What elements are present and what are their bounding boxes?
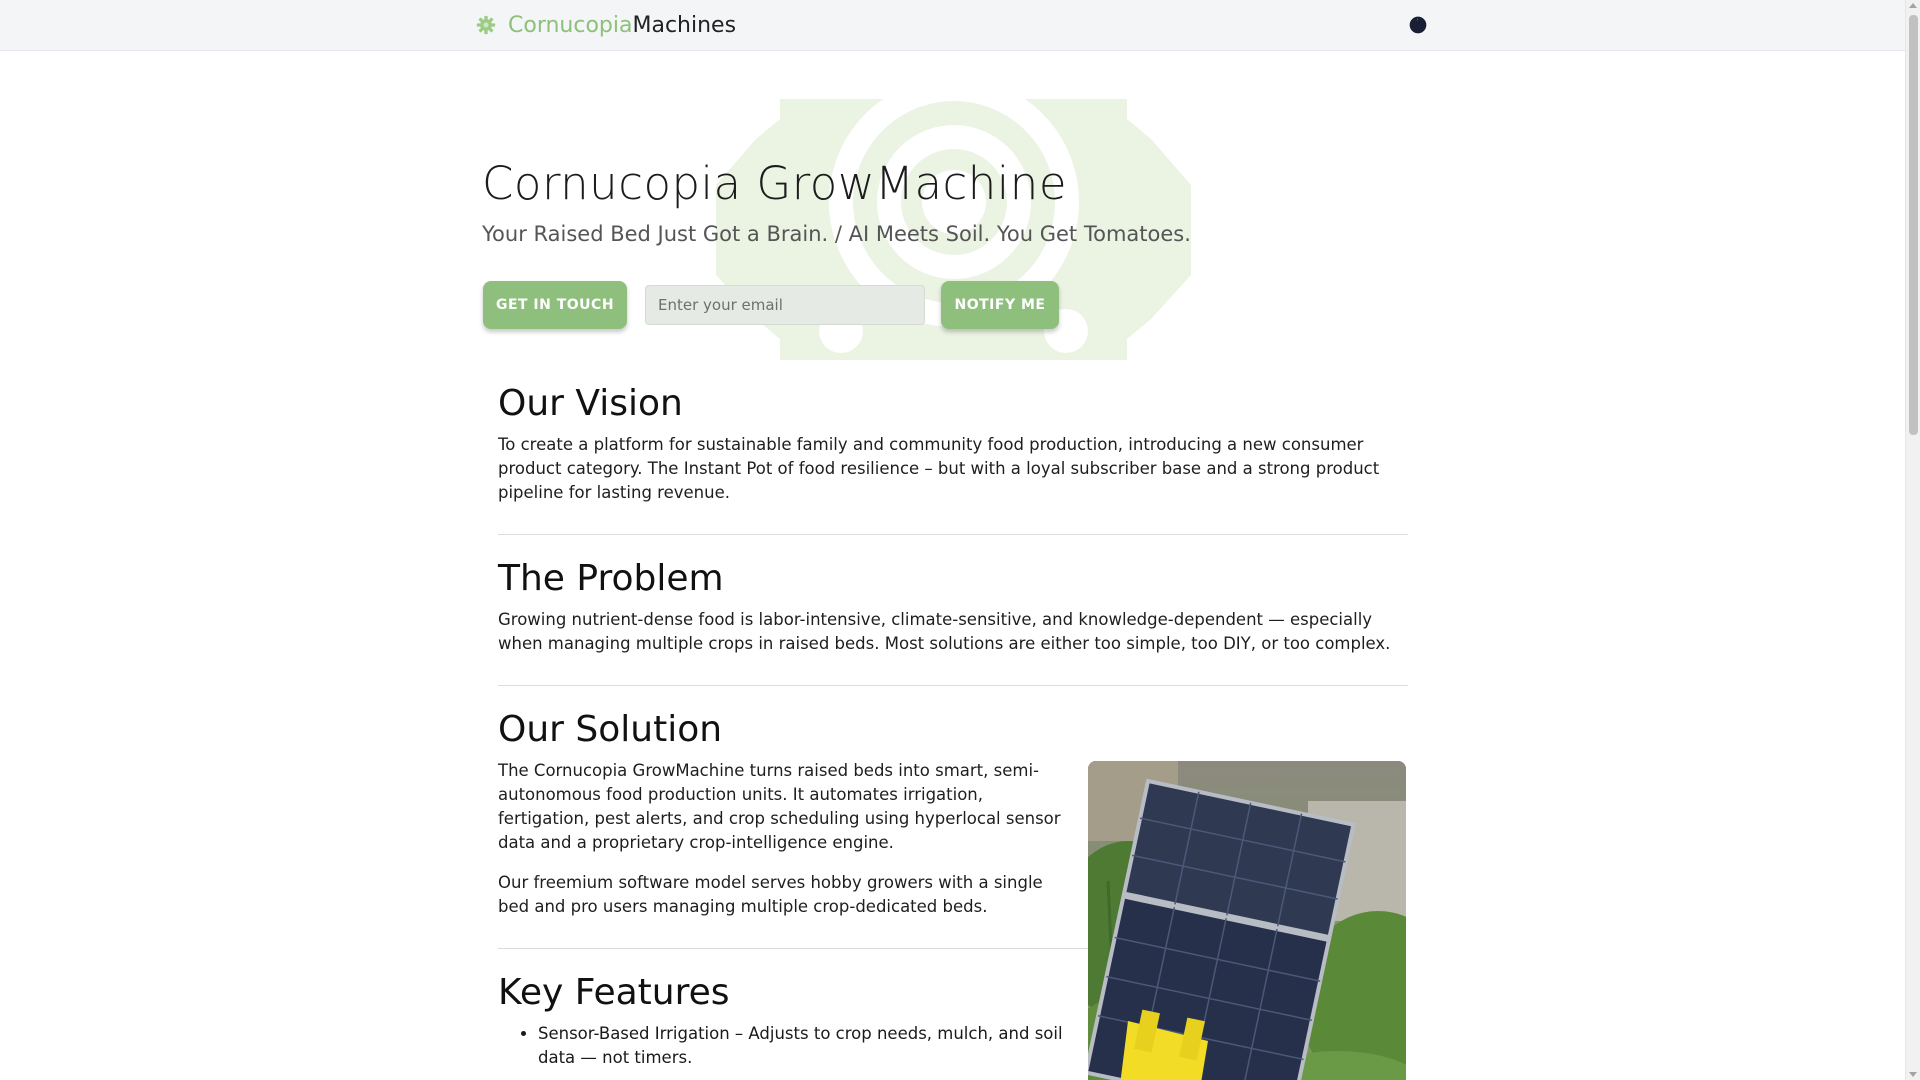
divider <box>498 685 1408 686</box>
product-photo <box>1088 761 1406 1080</box>
hero-title: Cornucopia GrowMachine <box>482 157 1068 210</box>
page-scrollbar[interactable] <box>1905 0 1920 1080</box>
navbar <box>0 0 1905 51</box>
scroll-up-arrow[interactable] <box>1909 3 1917 8</box>
list-item: • Sensor-Based Irrigation – Adjusts to crop needs, mulch, and soil data — not timers. <box>538 1022 1068 1070</box>
email-input[interactable] <box>645 285 925 325</box>
gear-icon <box>476 15 496 35</box>
solar-panel-image <box>1088 761 1406 1080</box>
section-problem <box>498 557 1408 656</box>
problem-text: Growing nutrient-dense food is labor-intensive, climate-sensitive, and knowledge-dependent — especially when managing multiple crops in raised beds. Most solutions are either too simple, too DIY, or too complex. <box>498 610 1391 654</box>
features-list <box>498 1022 1068 1070</box>
divider <box>498 948 1088 949</box>
vision-heading: Our Vision <box>498 383 683 424</box>
solution-text-1: The Cornucopia GrowMachine turns raised beds into smart, semi-autonomous food production units. It automates irrigation, fertigation, pest alerts, and crop scheduling using hyperlocal sensor data and a proprietary crop-intelligence engine. <box>498 761 1061 853</box>
section-features <box>498 971 1068 1070</box>
moon-icon <box>1409 16 1427 34</box>
solution-heading: Our Solution <box>498 709 723 750</box>
divider <box>498 534 1408 535</box>
hero-subtitle: Your Raised Bed Just Got a Brain. / AI Meets Soil. You Get Tomatoes. <box>482 222 1191 246</box>
theme-toggle-button[interactable] <box>1406 13 1430 37</box>
section-solution <box>498 708 1068 919</box>
solution-text-2: Our freemium software model serves hobby growers with a single bed and pro users managing multiple crop-dedicated beds. <box>498 873 1043 917</box>
section-vision <box>498 382 1408 505</box>
brand-name-part1: Cornucopia <box>508 12 633 38</box>
scroll-down-arrow[interactable] <box>1909 1072 1917 1077</box>
notify-me-button[interactable]: NOTIFY ME <box>941 281 1059 329</box>
problem-heading: The Problem <box>498 558 724 599</box>
get-in-touch-button[interactable]: GET IN TOUCH <box>483 281 627 329</box>
brand-logo[interactable] <box>476 12 736 38</box>
vision-text: To create a platform for sustainable family and community food production, introducing a new consumer product category. The Instant Pot of food resilience – but with a loyal subscriber base and a strong product pipeline for lasting revenue. <box>498 435 1380 503</box>
scroll-thumb[interactable] <box>1909 15 1918 435</box>
brand-name-part2: Machines <box>632 12 737 38</box>
features-heading: Key Features <box>498 972 730 1013</box>
